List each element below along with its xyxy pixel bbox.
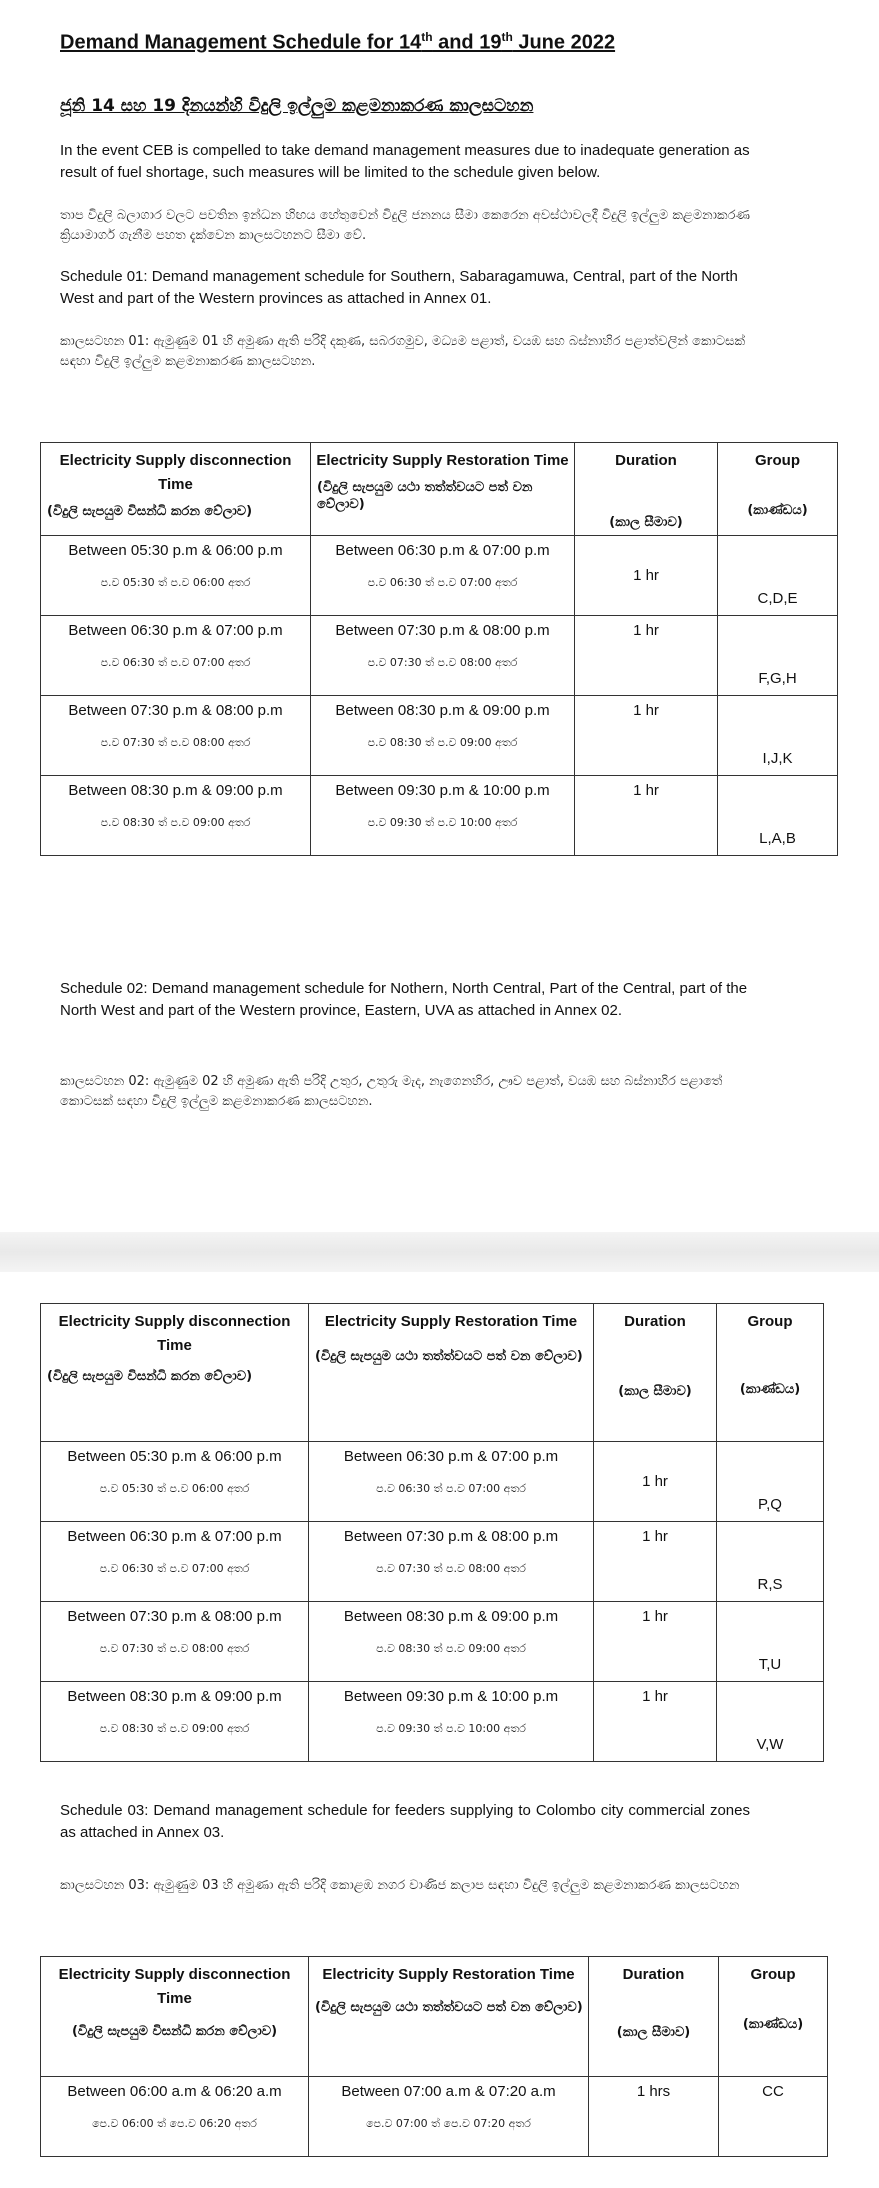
table-row bbox=[41, 1682, 824, 1762]
document-title-sinhala: ජූනි 14 සහ 19 දිනයන්හි විදුලි ඉල්ලුම කළමනාකරණ කාලසටහන bbox=[60, 96, 534, 116]
duration-cell: 1 hr bbox=[594, 1442, 717, 1522]
restoration-cell: Between 09:30 p.m & 10:00 p.m ප.ව 09:30 ත් ප.ව 10:00 අතර bbox=[309, 1682, 594, 1762]
table-row bbox=[41, 696, 838, 776]
disconnection-cell: Between 06:00 a.m & 06:20 a.m පෙ.ව 06:00 ත් පෙ.ව 06:20 අතර bbox=[41, 2077, 309, 2157]
table-header-row bbox=[41, 443, 838, 536]
table-header-row bbox=[41, 1304, 824, 1442]
duration-cell: 1 hr bbox=[594, 1522, 717, 1602]
table-row bbox=[41, 616, 838, 696]
schedule3-heading-sinhala: කාලසටහන 03: ඇමුණුම 03 හි අමුණා ඇති පරිදි කොළඹ නගර වාණිජ කලාප සඳහා විදුලි ඉල්ලුම කළමනාකරණ කාලසටහන bbox=[60, 1878, 740, 1893]
disconnection-cell: Between 06:30 p.m & 07:00 p.m ප.ව 06:30 ත් ප.ව 07:00 අතර bbox=[41, 1522, 309, 1602]
restoration-cell: Between 09:30 p.m & 10:00 p.m ප.ව 09:30 ත් ප.ව 10:00 අතර bbox=[311, 776, 575, 856]
table-row bbox=[41, 2077, 828, 2157]
header-disconnection: Electricity Supply disconnection Time (විදුලි සැපයුම විසන්ධි කරන වේලාව) bbox=[41, 443, 311, 536]
header-restoration: Electricity Supply Restoration Time (විදුලි සැපයුම යථා තත්ත්වයට පත් වන වේලාව) bbox=[309, 1304, 594, 1442]
duration-cell: 1 hr bbox=[575, 536, 718, 616]
table-row bbox=[41, 1602, 824, 1682]
disconnection-cell: Between 08:30 p.m & 09:00 p.m ප.ව 08:30 ත් ප.ව 09:00 අතර bbox=[41, 1682, 309, 1762]
duration-cell: 1 hr bbox=[594, 1682, 717, 1762]
restoration-cell: Between 07:00 a.m & 07:20 a.m පෙ.ව 07:00 ත් පෙ.ව 07:20 අතර bbox=[309, 2077, 589, 2157]
header-restoration: Electricity Supply Restoration Time (විදුලි සැපයුම යථා තත්ත්වයට පත් වන වේලාව) bbox=[311, 443, 575, 536]
intro-paragraph-sinhala: තාප විදුලි බලාගාර වලට පවතින ඉන්ධන හිඟය හේතුවෙන් විදුලි ජනනය සීමා කෙරෙන අවස්ථාවලදී විදුලි ඉල්ලුම කළමනාකරණ ක්‍රියාමාර්ග ගැනීම පහත දැක්වෙන කාලසටහනට සීමා වේ. bbox=[60, 208, 751, 243]
disconnection-cell: Between 05:30 p.m & 06:00 p.m ප.ව 05:30 ත් ප.ව 06:00 අතර bbox=[41, 536, 311, 616]
table-row bbox=[41, 1522, 824, 1602]
schedule2-table bbox=[40, 1303, 824, 1762]
group-cell: L,A,B bbox=[718, 776, 838, 856]
group-cell: CC bbox=[719, 2077, 828, 2157]
schedule2-heading: Schedule 02: Demand management schedule for Nothern, North Central, Part of the Central, part of the North West and part of the Western province, Eastern, UVA as attached in Annex 02. bbox=[60, 980, 748, 1019]
schedule2-heading-sinhala: කාලසටහන 02: ඇමුණුම 02 හි අමුණා ඇති පරිදි උතුර, උතුරු මැද, නැගෙනහිර, ඌව පළාත්, වයඹ සහ බස්නාහිර පළාතේ කොටසක් සඳහා විදුලි ඉල්ලුම කළමනාකරණ කාලසටහන. bbox=[60, 1074, 723, 1109]
restoration-cell: Between 08:30 p.m & 09:00 p.m ප.ව 08:30 ත් ප.ව 09:00 අතර bbox=[309, 1602, 594, 1682]
header-group: Group (කාණ්ඩය) bbox=[718, 443, 838, 536]
schedule3-heading: Schedule 03: Demand management schedule for feeders supplying to Colombo city commercial zones as attached in Annex 03. bbox=[60, 1802, 750, 1841]
schedule1-heading-sinhala: කාලසටහන 01: ඇමුණුම 01 හි අමුණා ඇති පරිදි දකුණ, සබරගමුව, මධ්‍යම පළාත්, වයඹ සහ බස්නාහිර පළාත්වලින් කොටසක් සඳහා විදුලි ඉල්ලුම කළමනාකරණ කාලසටහන. bbox=[60, 334, 746, 369]
duration-cell: 1 hr bbox=[575, 616, 718, 696]
header-disconnection: Electricity Supply disconnection Time (විදුලි සැපයුම විසන්ධි කරන වේලාව) bbox=[41, 1957, 309, 2077]
restoration-cell: Between 07:30 p.m & 08:00 p.m ප.ව 07:30 ත් ප.ව 08:00 අතර bbox=[311, 616, 575, 696]
restoration-cell: Between 07:30 p.m & 08:00 p.m ප.ව 07:30 ත් ප.ව 08:00 අතර bbox=[309, 1522, 594, 1602]
duration-cell: 1 hr bbox=[575, 696, 718, 776]
disconnection-cell: Between 07:30 p.m & 08:00 p.m ප.ව 07:30 ත් ප.ව 08:00 අතර bbox=[41, 696, 311, 776]
disconnection-cell: Between 08:30 p.m & 09:00 p.m ප.ව 08:30 ත් ප.ව 09:00 අතර bbox=[41, 776, 311, 856]
table-row bbox=[41, 776, 838, 856]
group-cell: T,U bbox=[717, 1602, 824, 1682]
disconnection-cell: Between 06:30 p.m & 07:00 p.m ප.ව 06:30 ත් ප.ව 07:00 අතර bbox=[41, 616, 311, 696]
disconnection-cell: Between 05:30 p.m & 06:00 p.m ප.ව 05:30 ත් ප.ව 06:00 අතර bbox=[41, 1442, 309, 1522]
disconnection-cell: Between 07:30 p.m & 08:00 p.m ප.ව 07:30 ත් ප.ව 08:00 අතර bbox=[41, 1602, 309, 1682]
intro-paragraph: In the event CEB is compelled to take demand management measures due to inadequate generation as result of fuel shortage, such measures will be limited to the schedule given below. bbox=[60, 142, 750, 181]
document-title: Demand Management Schedule for 14th and 19th June 2022 bbox=[60, 30, 616, 54]
group-cell: P,Q bbox=[717, 1442, 824, 1522]
header-duration: Duration (කාල සීමාව) bbox=[594, 1304, 717, 1442]
document-page-2 bbox=[0, 1272, 879, 2188]
duration-cell: 1 hr bbox=[594, 1602, 717, 1682]
header-restoration: Electricity Supply Restoration Time (විදුලි සැපයුම යථා තත්ත්වයට පත් වන වේලාව) bbox=[309, 1957, 589, 2077]
restoration-cell: Between 08:30 p.m & 09:00 p.m ප.ව 08:30 ත් ප.ව 09:00 අතර bbox=[311, 696, 575, 776]
header-group: Group (කාණ්ඩය) bbox=[719, 1957, 828, 2077]
duration-cell: 1 hr bbox=[575, 776, 718, 856]
header-duration: Duration (කාල සීමාව) bbox=[575, 443, 718, 536]
group-cell: I,J,K bbox=[718, 696, 838, 776]
header-duration: Duration (කාල සීමාව) bbox=[589, 1957, 719, 2077]
group-cell: V,W bbox=[717, 1682, 824, 1762]
table-row bbox=[41, 536, 838, 616]
schedule1-table bbox=[40, 442, 838, 856]
header-disconnection: Electricity Supply disconnection Time (විදුලි සැපයුම විසන්ධි කරන වේලාව) bbox=[41, 1304, 309, 1442]
table-row bbox=[41, 1442, 824, 1522]
header-group: Group (කාණ්ඩය) bbox=[717, 1304, 824, 1442]
schedule3-table bbox=[40, 1956, 828, 2157]
group-cell: C,D,E bbox=[718, 536, 838, 616]
group-cell: R,S bbox=[717, 1522, 824, 1602]
duration-cell: 1 hrs bbox=[589, 2077, 719, 2157]
restoration-cell: Between 06:30 p.m & 07:00 p.m ප.ව 06:30 ත් ප.ව 07:00 අතර bbox=[309, 1442, 594, 1522]
table-header-row bbox=[41, 1957, 828, 2077]
page-break bbox=[0, 1232, 879, 1272]
group-cell: F,G,H bbox=[718, 616, 838, 696]
restoration-cell: Between 06:30 p.m & 07:00 p.m ප.ව 06:30 ත් ප.ව 07:00 අතර bbox=[311, 536, 575, 616]
schedule1-heading: Schedule 01: Demand management schedule for Southern, Sabaragamuwa, Central, part of the North West and part of the Western provinces as attached in Annex 01. bbox=[60, 268, 738, 307]
